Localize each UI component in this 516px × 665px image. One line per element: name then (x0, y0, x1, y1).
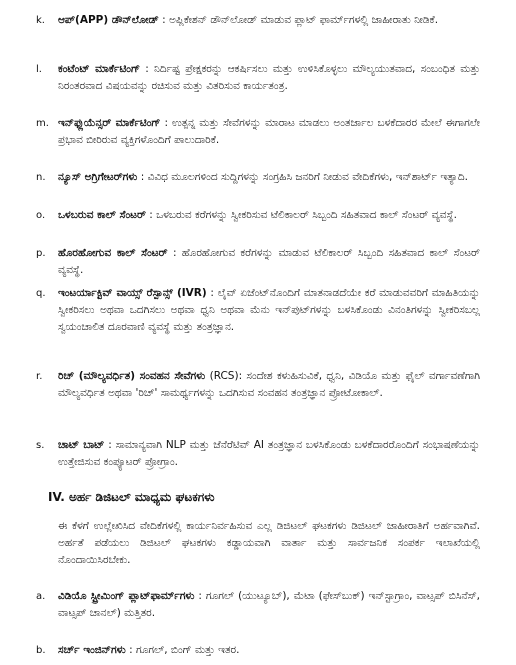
list-item-o (36, 207, 480, 224)
list-marker: a. (36, 591, 46, 602)
list-item-s (36, 437, 480, 471)
term: ನ್ಯೂಸ್ ಅಗ್ರಿಗೇಟರ್‌ಗಳು (58, 171, 138, 183)
definition: : ಅಪ್ಲಿಕೇಶನ್ ಡೌನ್‌ಲೋಡ್ ಮಾಡುವ ಪ್ಲಾಟ್ ಫಾರ್ಮ್‌ಗಳಲ್ಲಿ ಜಾಹೀರಾತು ನೀಡಿಕೆ. (162, 14, 439, 26)
definition: : ಉತ್ಪನ್ನ ಮತ್ತು ಸೇವೆಗಳನ್ನು ಮಾರಾಟ ಮಾಡಲು ಅಂತರ್ಜಾಲ ಬಳಕೆದಾರರ ಮೇಲೆ ಈಗಾಗಲೇ ಪ್ರಭಾವ ಬೀರಿರುವ ವ್ಯಕ್ತಿಗಳೊಂದಿಗೆ ಪಾಲುದಾರಿಕೆ. (58, 117, 481, 146)
list-marker: r. (36, 371, 43, 382)
list-marker: k. (36, 15, 45, 26)
list-item-body (58, 61, 480, 95)
list-item-q (36, 285, 480, 336)
list-item-r (36, 368, 480, 402)
term: ವಿಡಿಯೊ ಸ್ಟ್ರೀಮಿಂಗ್ ಪ್ಲಾಟ್‌ಫಾರ್ಮ್‌ಗಳು (58, 590, 195, 602)
term: ಇಂಟರ್ಯಾಕ್ಟಿವ್ ವಾಯ್ಸ್ ರೆಸ್ಪಾನ್ಸ್ (IVR) (58, 287, 207, 299)
definition: : ಲೈವ್ ಏಜೆಂಟ್‌ನೊಂದಿಗೆ ಮಾತನಾಡದೆಯೇ ಕರೆ ಮಾಡುವವರಿಗೆ ಮಾಹಿತಿಯನ್ನು ಸ್ವೀಕರಿಸಲು ಅಥವಾ ಒದಗಿಸಲು ಅಥವಾ ಧ್ವನಿ ಅಥವಾ ಮೆನು ಇನ್‌ಪುಟ್‌ಗಳನ್ನು ಬಳಸಿಕೊಂಡು ವಿನಂತಿಗಳನ್ನು ಸ್ವೀಕರಿಸಬಲ್ಲ ಸ್ವಯಂಚಾಲಿತ ದೂರವಾಣಿ ವ್ಯವಸ್ಥೆ ಮತ್ತು ತಂತ್ರಜ್ಞಾನ. (58, 287, 481, 333)
list-marker: m. (36, 118, 49, 129)
definition: : ಒಳಬರುವ ಕರೆಗಳನ್ನು ಸ್ವೀಕರಿಸುವ ಟೆಲಿಕಾಲರ್ ಸಿಬ್ಬಂದಿ ಸಹಿತವಾದ ಕಾಲ್ ಸೆಂಟರ್ ವ್ಯವಸ್ಥೆ. (149, 209, 457, 221)
term: ಹೊರಹೋಗುವ ಕಾಲ್ ಸೆಂಟರ್ (58, 247, 168, 259)
list-marker: l. (36, 64, 42, 75)
section-heading: IV. ಅರ್ಹ ಡಿಜಿಟಲ್ ಮಾಧ್ಯಮ ಘಟಕಗಳು (48, 490, 215, 504)
list-marker: o. (36, 210, 46, 221)
definition: : ನಿರ್ದಿಷ್ಟ ಪ್ರೇಕ್ಷಕರನ್ನು ಆಕರ್ಷಿಸಲು ಮತ್ತು ಉಳಿಸಿಕೊಳ್ಳಲು ಮೌಲ್ಯಯುತವಾದ, ಸಂಬಂಧಿತ ಮತ್ತು ನಿರಂತರವಾದ ವಿಷಯವನ್ನು ರಚಿಸುವ ಮತ್ತು ವಿತರಿಸುವ ಕಾರ್ಯತಂತ್ರ. (58, 63, 480, 92)
term: ಚಾಟ್ ಬಾಟ್ (58, 439, 105, 451)
list-item-body (58, 437, 480, 471)
definition: : ಗೂಗಲ್ (ಯುಟ್ಯೂಬ್), ಮೆಟಾ (ಫೇಸ್‌ಬುಕ್) ಇನ್‌ಸ್ಟಾಗ್ರಾಂ, ವಾಟ್ಸಪ್ ಬಿಸಿನೆಸ್, ವಾಟ್ಸಪ್ ಚಾನಲ್) ಮತ್ತಿತರ. (58, 590, 480, 619)
list-item-body (58, 588, 480, 622)
list-item-k (36, 12, 480, 29)
definition: : ಗೂಗಲ್, ಬಿಂಗ್ ಮತ್ತು ಇತರ. (129, 644, 240, 656)
definition: (RCS): ಸಂದೇಶ ಕಳುಹಿಸುವಿಕೆ, ಧ್ವನಿ, ವಿಡಿಯೊ ಮತ್ತು ಫೈಲ್ ವರ್ಗಾವಣೆಗಾಗಿ ಮೌಲ್ಯವರ್ಧಿತ ಅಥವಾ 'ರಿಚ್' ಸಾಮರ್ಥ್ಯಗಳನ್ನು ಒದಗಿಸುವ ಸಂವಹನ ತಂತ್ರಜ್ಞಾನ ಪ್ರೋಟೋಕಾಲ್. (58, 370, 481, 399)
list-item-body (58, 245, 480, 279)
definition: : ಸಾಮಾನ್ಯವಾಗಿ NLP ಮತ್ತು ಜೆನೆರೆಟಿವ್ AI ತಂತ್ರಜ್ಞಾನ ಬಳಸಿಕೊಂಡು ಬಳಕೆದಾರರೊಂದಿಗೆ ಸಂಭಾಷಣೆಯನ್ನು ಉತ್ತೇಜಿಸುವ ಕಂಪ್ಯೂಟರ್ ಪ್ರೋಗ್ರಾಂ. (58, 439, 480, 468)
list-item-p (36, 245, 480, 279)
list-item-body (58, 285, 480, 336)
list-item-body (58, 115, 480, 149)
term: ಆಪ್(APP) ಡೌನ್‌ಲೋಡ್ (58, 14, 159, 26)
definition: : ಹೊರಹೋಗುವ ಕರೆಗಳನ್ನು ಮಾಡುವ ಟೆಲಿಕಾಲರ್ ಸಿಬ್ಬಂದಿ ಸಹಿತವಾದ ಕಾಲ್ ಸೆಂಟರ್ ವ್ಯವಸ್ಥೆ. (58, 247, 481, 276)
list-marker: b. (36, 645, 46, 656)
list-item-n (36, 169, 480, 186)
list-item-body (58, 368, 480, 402)
list-item-a (36, 588, 480, 622)
list-marker: s. (36, 440, 45, 451)
list-item-l (36, 61, 480, 95)
list-item-b (36, 642, 480, 659)
list-item-body (58, 207, 480, 224)
list-item-body (58, 642, 480, 659)
term: ಇನ್‌ಫ್ಲುಯೆನ್ಸರ್ ಮಾರ್ಕೆಟಿಂಗ್ (58, 117, 161, 129)
list-marker: n. (36, 172, 46, 183)
definition: : ವಿವಿಧ ಮೂಲಗಳಿಂದ ಸುದ್ದಿಗಳನ್ನು ಸಂಗ್ರಹಿಸಿ ಜನರಿಗೆ ನೀಡುವ ವೇದಿಕೆಗಳು, ಇನ್‌ಶಾರ್ಟ್ ಇತ್ಯಾದಿ. (140, 171, 468, 183)
list-marker: q. (36, 288, 46, 299)
list-marker: p. (36, 248, 46, 259)
section-intro: ಈ ಕೆಳಗೆ ಉಲ್ಲೇಖಿಸಿದ ವೇದಿಕೆಗಳಲ್ಲಿ ಕಾರ್ಯನಿರ್ವಹಿಸುವ ಎಲ್ಲ ಡಿಜಿಟಲ್ ಘಟಕಗಳು ಡಿಜಿಟಲ್ ಜಾಹೀರಾತಿಗೆ ಅರ್ಹವಾಗಿವೆ. ಅರ್ಹತೆ ಪಡೆಯಲು ಡಿಜಿಟಲ್ ಘಟಕಗಳು ಕಡ್ಡಾಯವಾಗಿ ವಾರ್ತಾ ಮತ್ತು ಸಾರ್ವಜನಿಕ ಸಂಪರ್ಕ ಇಲಾಖೆಯಲ್ಲಿ ನೊಂದಾಯಿಸಿರಬೇಕು. (58, 520, 480, 566)
term: ರಿಚ್ (ಮೌಲ್ಯವರ್ಧಿತ) ಸಂವಹನ ಸೇವೆಗಳು (58, 370, 206, 382)
list-item-body (58, 12, 480, 29)
term: ಒಳಬರುವ ಕಾಲ್ ಸೆಂಟರ್ (58, 209, 146, 221)
term: ಸರ್ಚ್ ಇಂಜಿನ್‌ಗಳು (58, 644, 126, 656)
term: ಕಂಟೆಂಟ್ ಮಾರ್ಕೆಟಿಂಗ್ (58, 63, 141, 75)
list-item-body (58, 169, 480, 186)
list-item-m (36, 115, 480, 149)
